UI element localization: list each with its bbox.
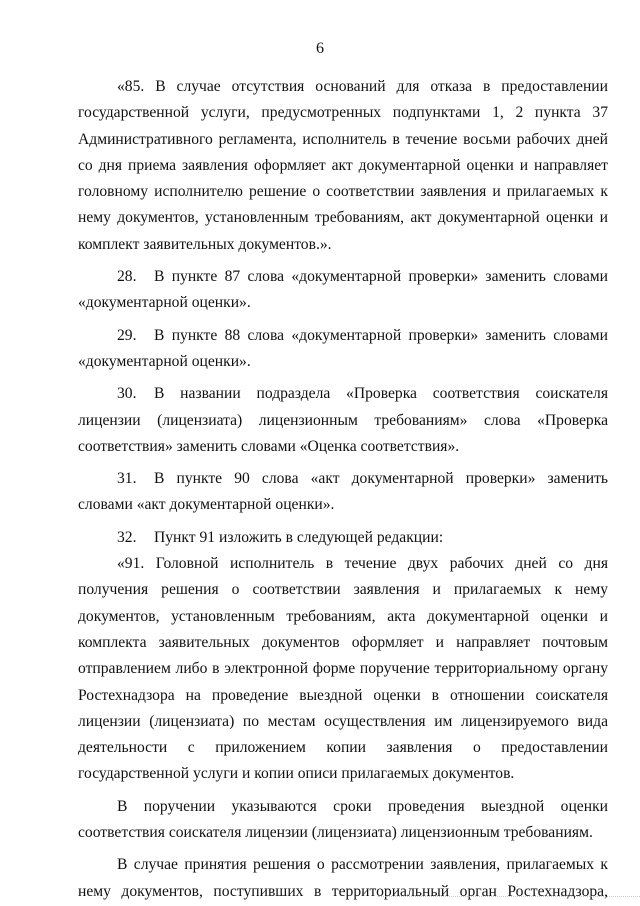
paragraph-91: «91. Головной исполнитель в течение двух рабочих дней со дня получения решения о соответствии заявления и прилагаемых к нему документов, установленным требованиям, акта документарной оценки и комплекта заявительных документов оформляет и направляет почтовым отправлением либо в электронной форме поручение территориальному органу Ростехнадзора на проведение выездной оценки в отношении соискателя лицензии (лицензиата) по местам осуществления им лицензируемого вида деятельности с приложением копии заявления о предоставлении государственной услуги и копии описи прилагаемых документов. [78,555,608,783]
paragraph-instruction: В поручении указываются сроки проведения выездной оценки соответствия соискателя лицензии (лицензиата) лицензионным требованиям. [78,797,608,842]
item-text-31: В пункте 90 слова «акт документарной проверки» заменить словами «акт документарной оценки». [78,470,608,514]
paragraph-30 [78,381,608,460]
item-number-32: 32. [117,528,137,546]
document-body [78,74,608,905]
paragraph-case: В случае принятия решения о рассмотрении заявления, прилагаемых к нему документов, поступивших в территориальный орган Ростехнадзора, [78,856,608,900]
item-number-28: 28. [117,268,137,286]
paragraph-32 [78,525,608,551]
item-number-30: 30. [117,385,137,403]
paragraph-31 [78,466,608,519]
item-text-29: В пункте 88 слова «документарной проверки» заменить словами «документарной оценки». [78,326,608,370]
paragraph-28 [78,264,608,317]
item-text-28: В пункте 87 слова «документарной проверки» заменить словами «документарной оценки». [78,268,608,312]
item-number-29: 29. [117,326,137,344]
page-number: 6 [316,40,324,57]
item-text-32: Пункт 91 изложить в следующей редакции: [154,528,444,546]
item-number-31: 31. [117,470,137,488]
item-text-30: В названии подраздела «Проверка соответствия соискателя лицензии (лицензиата) лицензионным требованиям» слова «Проверка соответствия» заменить словами «Оценка соответствия». [78,385,608,455]
paragraph-29 [78,323,608,376]
paragraph-85: «85. В случае отсутствия оснований для отказа в предоставлении государственной услуги, предусмотренных подпунктами 1, 2 пункта 37 Административного регламента, исполнитель в течение восьми рабочих дней со дня приема заявления оформляет акт документарной оценки и направляет головному исполнителю решение о соответствии заявления и прилагаемых к нему документов, установленным требованиям, акт документарной оценки и комплект заявительных документов.». [78,78,608,253]
